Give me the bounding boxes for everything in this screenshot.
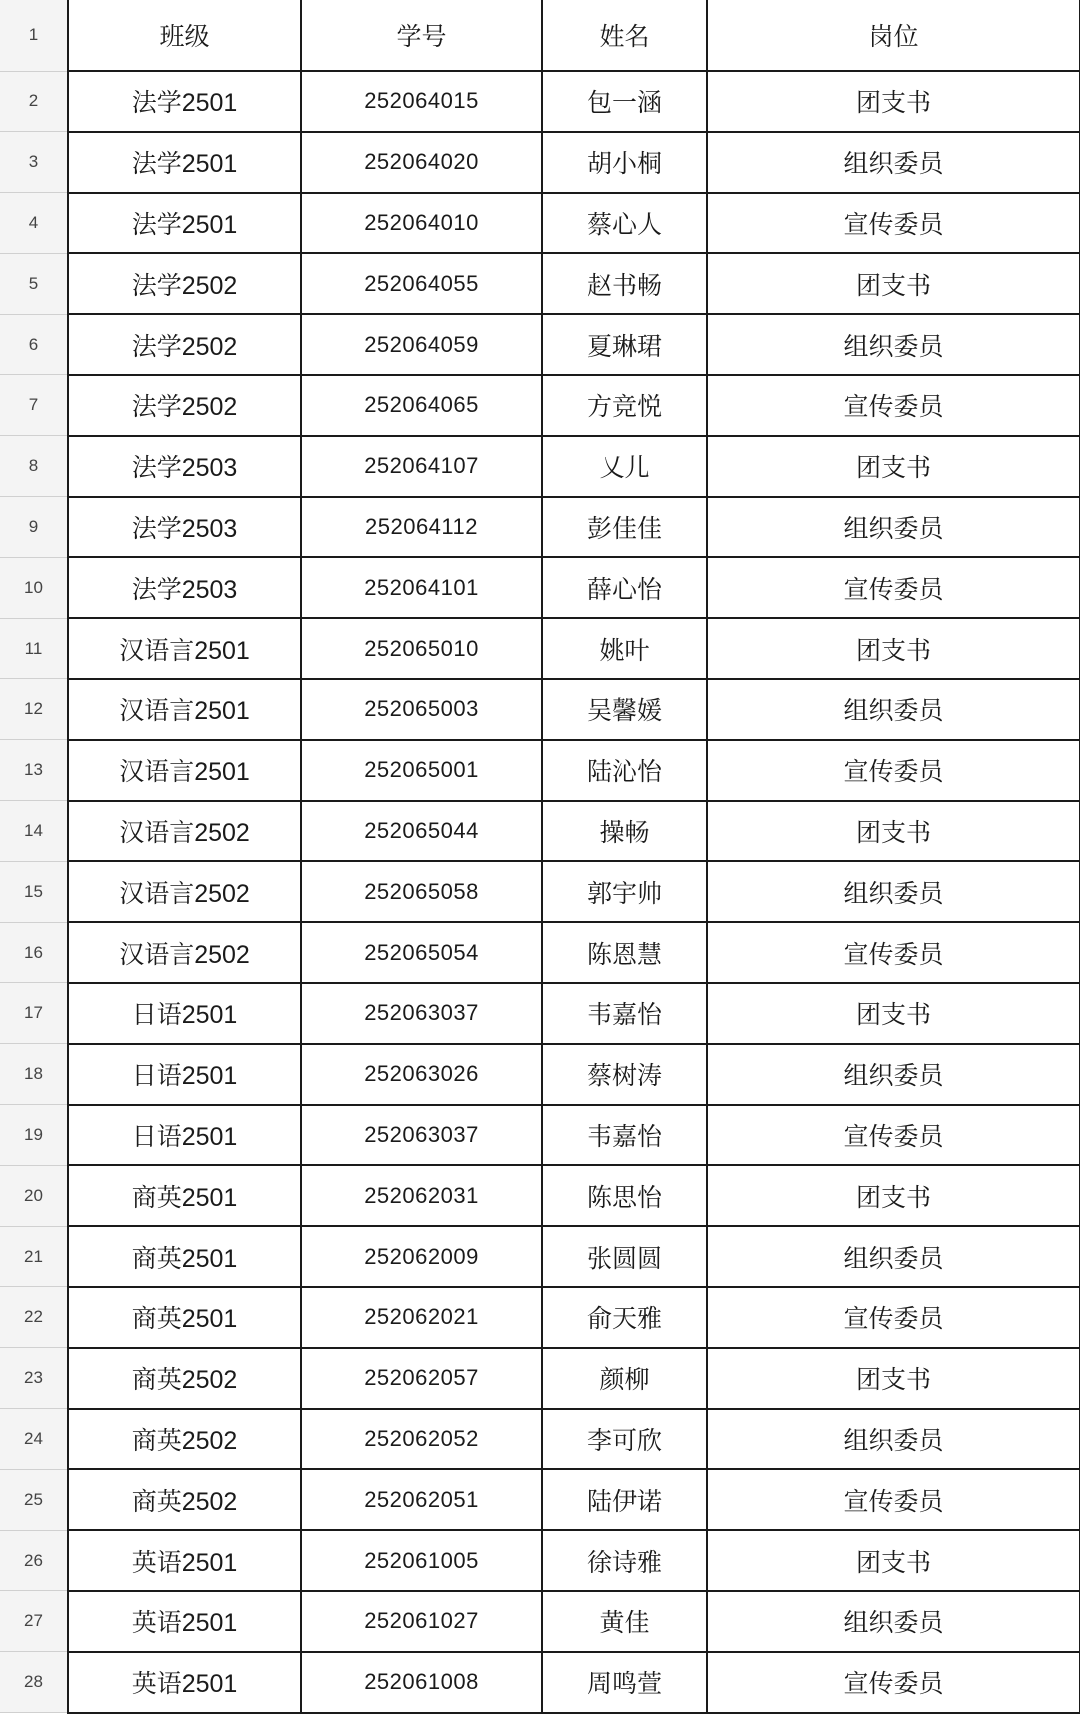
table-row (0, 132, 1080, 193)
table-row (0, 1287, 1080, 1348)
table-row (0, 71, 1080, 132)
row-number[interactable]: 7 (0, 375, 68, 436)
row-number[interactable]: 17 (0, 983, 68, 1044)
table-row (0, 1105, 1080, 1166)
student-id-cell[interactable]: 252064059 (301, 314, 542, 375)
row-number[interactable]: 5 (0, 253, 68, 314)
position-cell[interactable]: 团支书 (707, 71, 1080, 132)
row-number[interactable]: 19 (0, 1105, 68, 1166)
name-cell[interactable]: 韦嘉怡 (542, 983, 707, 1044)
name-cell[interactable]: 陆伊诺 (542, 1469, 707, 1530)
table-row (0, 1530, 1080, 1591)
student-id-cell[interactable]: 252065044 (301, 801, 542, 862)
table-row (0, 983, 1080, 1044)
position-cell[interactable]: 组织委员 (707, 497, 1080, 558)
class-cell[interactable]: 英语2501 (68, 1591, 301, 1652)
row-number[interactable]: 15 (0, 861, 68, 922)
row-number[interactable]: 1 (0, 0, 68, 71)
position-cell[interactable]: 宣传委员 (707, 1287, 1080, 1348)
row-number[interactable]: 10 (0, 557, 68, 618)
class-cell[interactable]: 商英2502 (68, 1409, 301, 1470)
name-cell[interactable]: 周鸣萱 (542, 1652, 707, 1713)
name-cell[interactable]: 徐诗雅 (542, 1530, 707, 1591)
name-cell[interactable]: 包一涵 (542, 71, 707, 132)
student-id-cell[interactable]: 252064015 (301, 71, 542, 132)
table-row (0, 801, 1080, 862)
class-cell[interactable]: 法学2503 (68, 436, 301, 497)
name-cell[interactable]: 方竞悦 (542, 375, 707, 436)
name-cell[interactable]: 姚叶 (542, 618, 707, 679)
name-cell[interactable]: 颜柳 (542, 1348, 707, 1409)
class-cell[interactable]: 法学2503 (68, 557, 301, 618)
student-id-cell[interactable]: 252062021 (301, 1287, 542, 1348)
student-id-cell[interactable]: 252062009 (301, 1226, 542, 1287)
student-id-cell[interactable]: 252063026 (301, 1044, 542, 1105)
header-student-id-cell[interactable]: 学号 (301, 0, 542, 71)
header-position-cell[interactable]: 岗位 (707, 0, 1080, 71)
class-cell[interactable]: 商英2502 (68, 1348, 301, 1409)
class-cell[interactable]: 法学2503 (68, 497, 301, 558)
row-number[interactable]: 18 (0, 1044, 68, 1105)
position-cell[interactable]: 宣传委员 (707, 193, 1080, 254)
class-cell[interactable]: 日语2501 (68, 1105, 301, 1166)
row-number[interactable]: 20 (0, 1165, 68, 1226)
table-row (0, 497, 1080, 558)
class-cell[interactable]: 汉语言2502 (68, 861, 301, 922)
student-id-cell[interactable]: 252062031 (301, 1165, 542, 1226)
position-cell[interactable]: 组织委员 (707, 314, 1080, 375)
class-cell[interactable]: 商英2501 (68, 1287, 301, 1348)
class-cell[interactable]: 商英2501 (68, 1226, 301, 1287)
row-number[interactable]: 6 (0, 314, 68, 375)
row-number[interactable]: 26 (0, 1530, 68, 1591)
name-cell[interactable]: 赵书畅 (542, 253, 707, 314)
table-row (0, 740, 1080, 801)
position-cell[interactable]: 团支书 (707, 801, 1080, 862)
student-id-cell[interactable]: 252062052 (301, 1409, 542, 1470)
position-cell[interactable]: 组织委员 (707, 861, 1080, 922)
student-id-cell[interactable]: 252061005 (301, 1530, 542, 1591)
class-cell[interactable]: 汉语言2501 (68, 618, 301, 679)
name-cell[interactable]: 李可欣 (542, 1409, 707, 1470)
student-id-cell[interactable]: 252064020 (301, 132, 542, 193)
row-number[interactable]: 3 (0, 132, 68, 193)
table-row (0, 193, 1080, 254)
position-cell[interactable]: 团支书 (707, 436, 1080, 497)
position-cell[interactable]: 团支书 (707, 1348, 1080, 1409)
header-class-cell[interactable]: 班级 (68, 0, 301, 71)
student-id-cell[interactable]: 252064010 (301, 193, 542, 254)
name-cell[interactable]: 蔡树涛 (542, 1044, 707, 1105)
row-number[interactable]: 9 (0, 497, 68, 558)
class-cell[interactable]: 英语2501 (68, 1652, 301, 1713)
name-cell[interactable]: 陈思怡 (542, 1165, 707, 1226)
name-cell[interactable]: 蔡心人 (542, 193, 707, 254)
position-cell[interactable]: 团支书 (707, 983, 1080, 1044)
student-id-cell[interactable]: 252065001 (301, 740, 542, 801)
class-cell[interactable]: 法学2501 (68, 71, 301, 132)
class-cell[interactable]: 法学2501 (68, 132, 301, 193)
class-cell[interactable]: 日语2501 (68, 983, 301, 1044)
row-number[interactable]: 8 (0, 436, 68, 497)
position-cell[interactable]: 团支书 (707, 253, 1080, 314)
name-cell[interactable]: 张圆圆 (542, 1226, 707, 1287)
name-cell[interactable]: 陆沁怡 (542, 740, 707, 801)
table-row (0, 1044, 1080, 1105)
row-number[interactable]: 27 (0, 1591, 68, 1652)
position-cell[interactable]: 组织委员 (707, 1591, 1080, 1652)
row-number[interactable]: 2 (0, 71, 68, 132)
row-number[interactable]: 11 (0, 618, 68, 679)
name-cell[interactable]: 操畅 (542, 801, 707, 862)
class-cell[interactable]: 英语2501 (68, 1530, 301, 1591)
student-id-cell[interactable]: 252063037 (301, 1105, 542, 1166)
header-row (0, 0, 1080, 71)
row-number[interactable]: 21 (0, 1226, 68, 1287)
name-cell[interactable]: 薛心怡 (542, 557, 707, 618)
name-cell[interactable]: 乂儿 (542, 436, 707, 497)
position-cell[interactable]: 组织委员 (707, 1409, 1080, 1470)
row-number[interactable]: 22 (0, 1287, 68, 1348)
student-id-cell[interactable]: 252064112 (301, 497, 542, 558)
table-row (0, 253, 1080, 314)
table-row (0, 375, 1080, 436)
position-cell[interactable]: 组织委员 (707, 679, 1080, 740)
student-id-cell[interactable]: 252064101 (301, 557, 542, 618)
position-cell[interactable]: 宣传委员 (707, 557, 1080, 618)
table-row (0, 436, 1080, 497)
class-cell[interactable]: 汉语言2502 (68, 922, 301, 983)
student-id-cell[interactable]: 252062051 (301, 1469, 542, 1530)
position-cell[interactable]: 组织委员 (707, 1044, 1080, 1105)
class-cell[interactable]: 汉语言2502 (68, 801, 301, 862)
row-number[interactable]: 4 (0, 193, 68, 254)
row-number[interactable]: 12 (0, 679, 68, 740)
class-cell[interactable]: 汉语言2501 (68, 740, 301, 801)
name-cell[interactable]: 陈恩慧 (542, 922, 707, 983)
position-cell[interactable]: 组织委员 (707, 132, 1080, 193)
table-row (0, 861, 1080, 922)
position-cell[interactable]: 宣传委员 (707, 375, 1080, 436)
row-number[interactable]: 23 (0, 1348, 68, 1409)
position-cell[interactable]: 宣传委员 (707, 922, 1080, 983)
student-id-cell[interactable]: 252061027 (301, 1591, 542, 1652)
student-id-cell[interactable]: 252062057 (301, 1348, 542, 1409)
student-id-cell[interactable]: 252065054 (301, 922, 542, 983)
table-row (0, 1409, 1080, 1470)
student-id-cell[interactable]: 252065058 (301, 861, 542, 922)
class-cell[interactable]: 法学2502 (68, 314, 301, 375)
class-cell[interactable]: 法学2502 (68, 375, 301, 436)
class-cell[interactable]: 汉语言2501 (68, 679, 301, 740)
student-id-cell[interactable]: 252063037 (301, 983, 542, 1044)
table-row (0, 1591, 1080, 1652)
class-cell[interactable]: 商英2501 (68, 1165, 301, 1226)
row-number[interactable]: 13 (0, 740, 68, 801)
name-cell[interactable]: 夏琳珺 (542, 314, 707, 375)
table-row (0, 314, 1080, 375)
row-number[interactable]: 25 (0, 1469, 68, 1530)
student-id-cell[interactable]: 252064107 (301, 436, 542, 497)
class-cell[interactable]: 法学2502 (68, 253, 301, 314)
student-id-cell[interactable]: 252064055 (301, 253, 542, 314)
position-cell[interactable]: 团支书 (707, 1530, 1080, 1591)
position-cell[interactable]: 宣传委员 (707, 1652, 1080, 1713)
position-cell[interactable]: 宣传委员 (707, 1105, 1080, 1166)
student-id-cell[interactable]: 252065010 (301, 618, 542, 679)
name-cell[interactable]: 胡小桐 (542, 132, 707, 193)
position-cell[interactable]: 宣传委员 (707, 740, 1080, 801)
name-cell[interactable]: 吴馨媛 (542, 679, 707, 740)
table-row (0, 1348, 1080, 1409)
table-row (0, 679, 1080, 740)
row-number[interactable]: 28 (0, 1652, 68, 1713)
name-cell[interactable]: 郭宇帅 (542, 861, 707, 922)
table-row (0, 1652, 1080, 1713)
row-number[interactable]: 24 (0, 1409, 68, 1470)
class-cell[interactable]: 日语2501 (68, 1044, 301, 1105)
table-row (0, 557, 1080, 618)
name-cell[interactable]: 黄佳 (542, 1591, 707, 1652)
class-cell[interactable]: 法学2501 (68, 193, 301, 254)
position-cell[interactable]: 团支书 (707, 1165, 1080, 1226)
student-id-cell[interactable]: 252064065 (301, 375, 542, 436)
position-cell[interactable]: 组织委员 (707, 1226, 1080, 1287)
name-cell[interactable]: 彭佳佳 (542, 497, 707, 558)
table-row (0, 922, 1080, 983)
position-cell[interactable]: 宣传委员 (707, 1469, 1080, 1530)
header-name-cell[interactable]: 姓名 (542, 0, 707, 71)
table-row (0, 1226, 1080, 1287)
position-cell[interactable]: 团支书 (707, 618, 1080, 679)
row-number[interactable]: 16 (0, 922, 68, 983)
row-number[interactable]: 14 (0, 801, 68, 862)
name-cell[interactable]: 韦嘉怡 (542, 1105, 707, 1166)
table-row (0, 1469, 1080, 1530)
table-row (0, 618, 1080, 679)
name-cell[interactable]: 俞天雅 (542, 1287, 707, 1348)
class-cell[interactable]: 商英2502 (68, 1469, 301, 1530)
student-id-cell[interactable]: 252065003 (301, 679, 542, 740)
table-row (0, 1165, 1080, 1226)
student-id-cell[interactable]: 252061008 (301, 1652, 542, 1713)
